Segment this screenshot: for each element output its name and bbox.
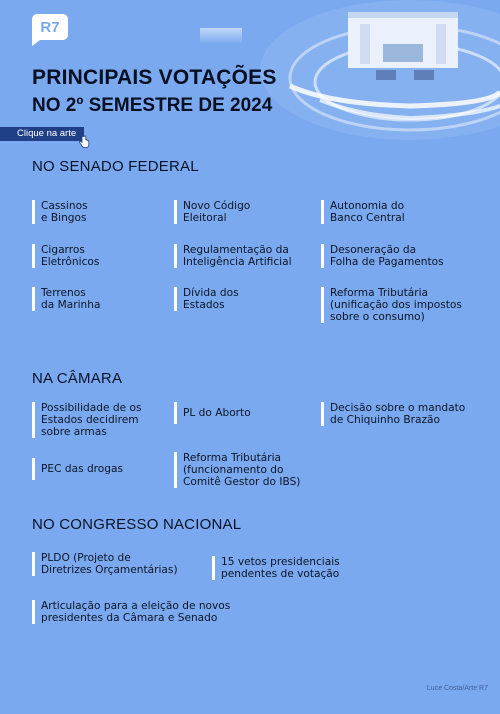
camara-item: Decisão sobre o mandato de Chiquinho Brazão — [321, 402, 465, 426]
senado-item: Novo Código Eleitoral — [174, 200, 250, 224]
senado-item: Cassinos e Bingos — [32, 200, 88, 224]
senado-item: Dívida dos Estados — [174, 287, 239, 311]
section-title-senado: NO SENADO FEDERAL — [32, 158, 199, 175]
r7-logo: R7 — [32, 14, 68, 40]
senado-item: Cigarros Eletrônicos — [32, 244, 99, 268]
congresso-item: Articulação para a eleição de novos presidentes da Câmara e Senado — [32, 600, 230, 624]
section-title-congresso: NO CONGRESSO NACIONAL — [32, 516, 242, 533]
camara-item: PL do Aborto — [174, 402, 251, 424]
senado-item: Reforma Tributária (unificação dos impostos sobre o consumo) — [321, 287, 462, 323]
senado-item: Autonomia do Banco Central — [321, 200, 405, 224]
section-title-camara: NA CÂMARA — [32, 370, 123, 387]
title-line-1: PRINCIPAIS VOTAÇÕES — [32, 66, 277, 89]
title-line-2: NO 2º SEMESTRE DE 2024 — [32, 95, 273, 116]
senado-item: Terrenos da Marinha — [32, 287, 100, 311]
camara-item: Reforma Tributária (funcionamento do Comitê Gestor do IBS) — [174, 452, 300, 488]
congresso-item: 15 vetos presidenciais pendentes de votação — [212, 556, 340, 580]
senado-item: Regulamentação da Inteligência Artificial — [174, 244, 292, 268]
credit: Luce Costa/Arte R7 — [426, 685, 488, 692]
page-title — [32, 64, 277, 120]
click-art-label[interactable]: Clique na arte — [0, 127, 84, 141]
congresso-item: PLDO (Projeto de Diretrizes Orçamentárias) — [32, 552, 178, 576]
pointer-hand-icon — [77, 135, 91, 149]
camara-item: PEC das drogas — [32, 458, 123, 480]
camara-item: Possibilidade de os Estados decidirem sobre armas — [32, 402, 141, 438]
senado-item: Desoneração da Folha de Pagamentos — [321, 244, 444, 268]
